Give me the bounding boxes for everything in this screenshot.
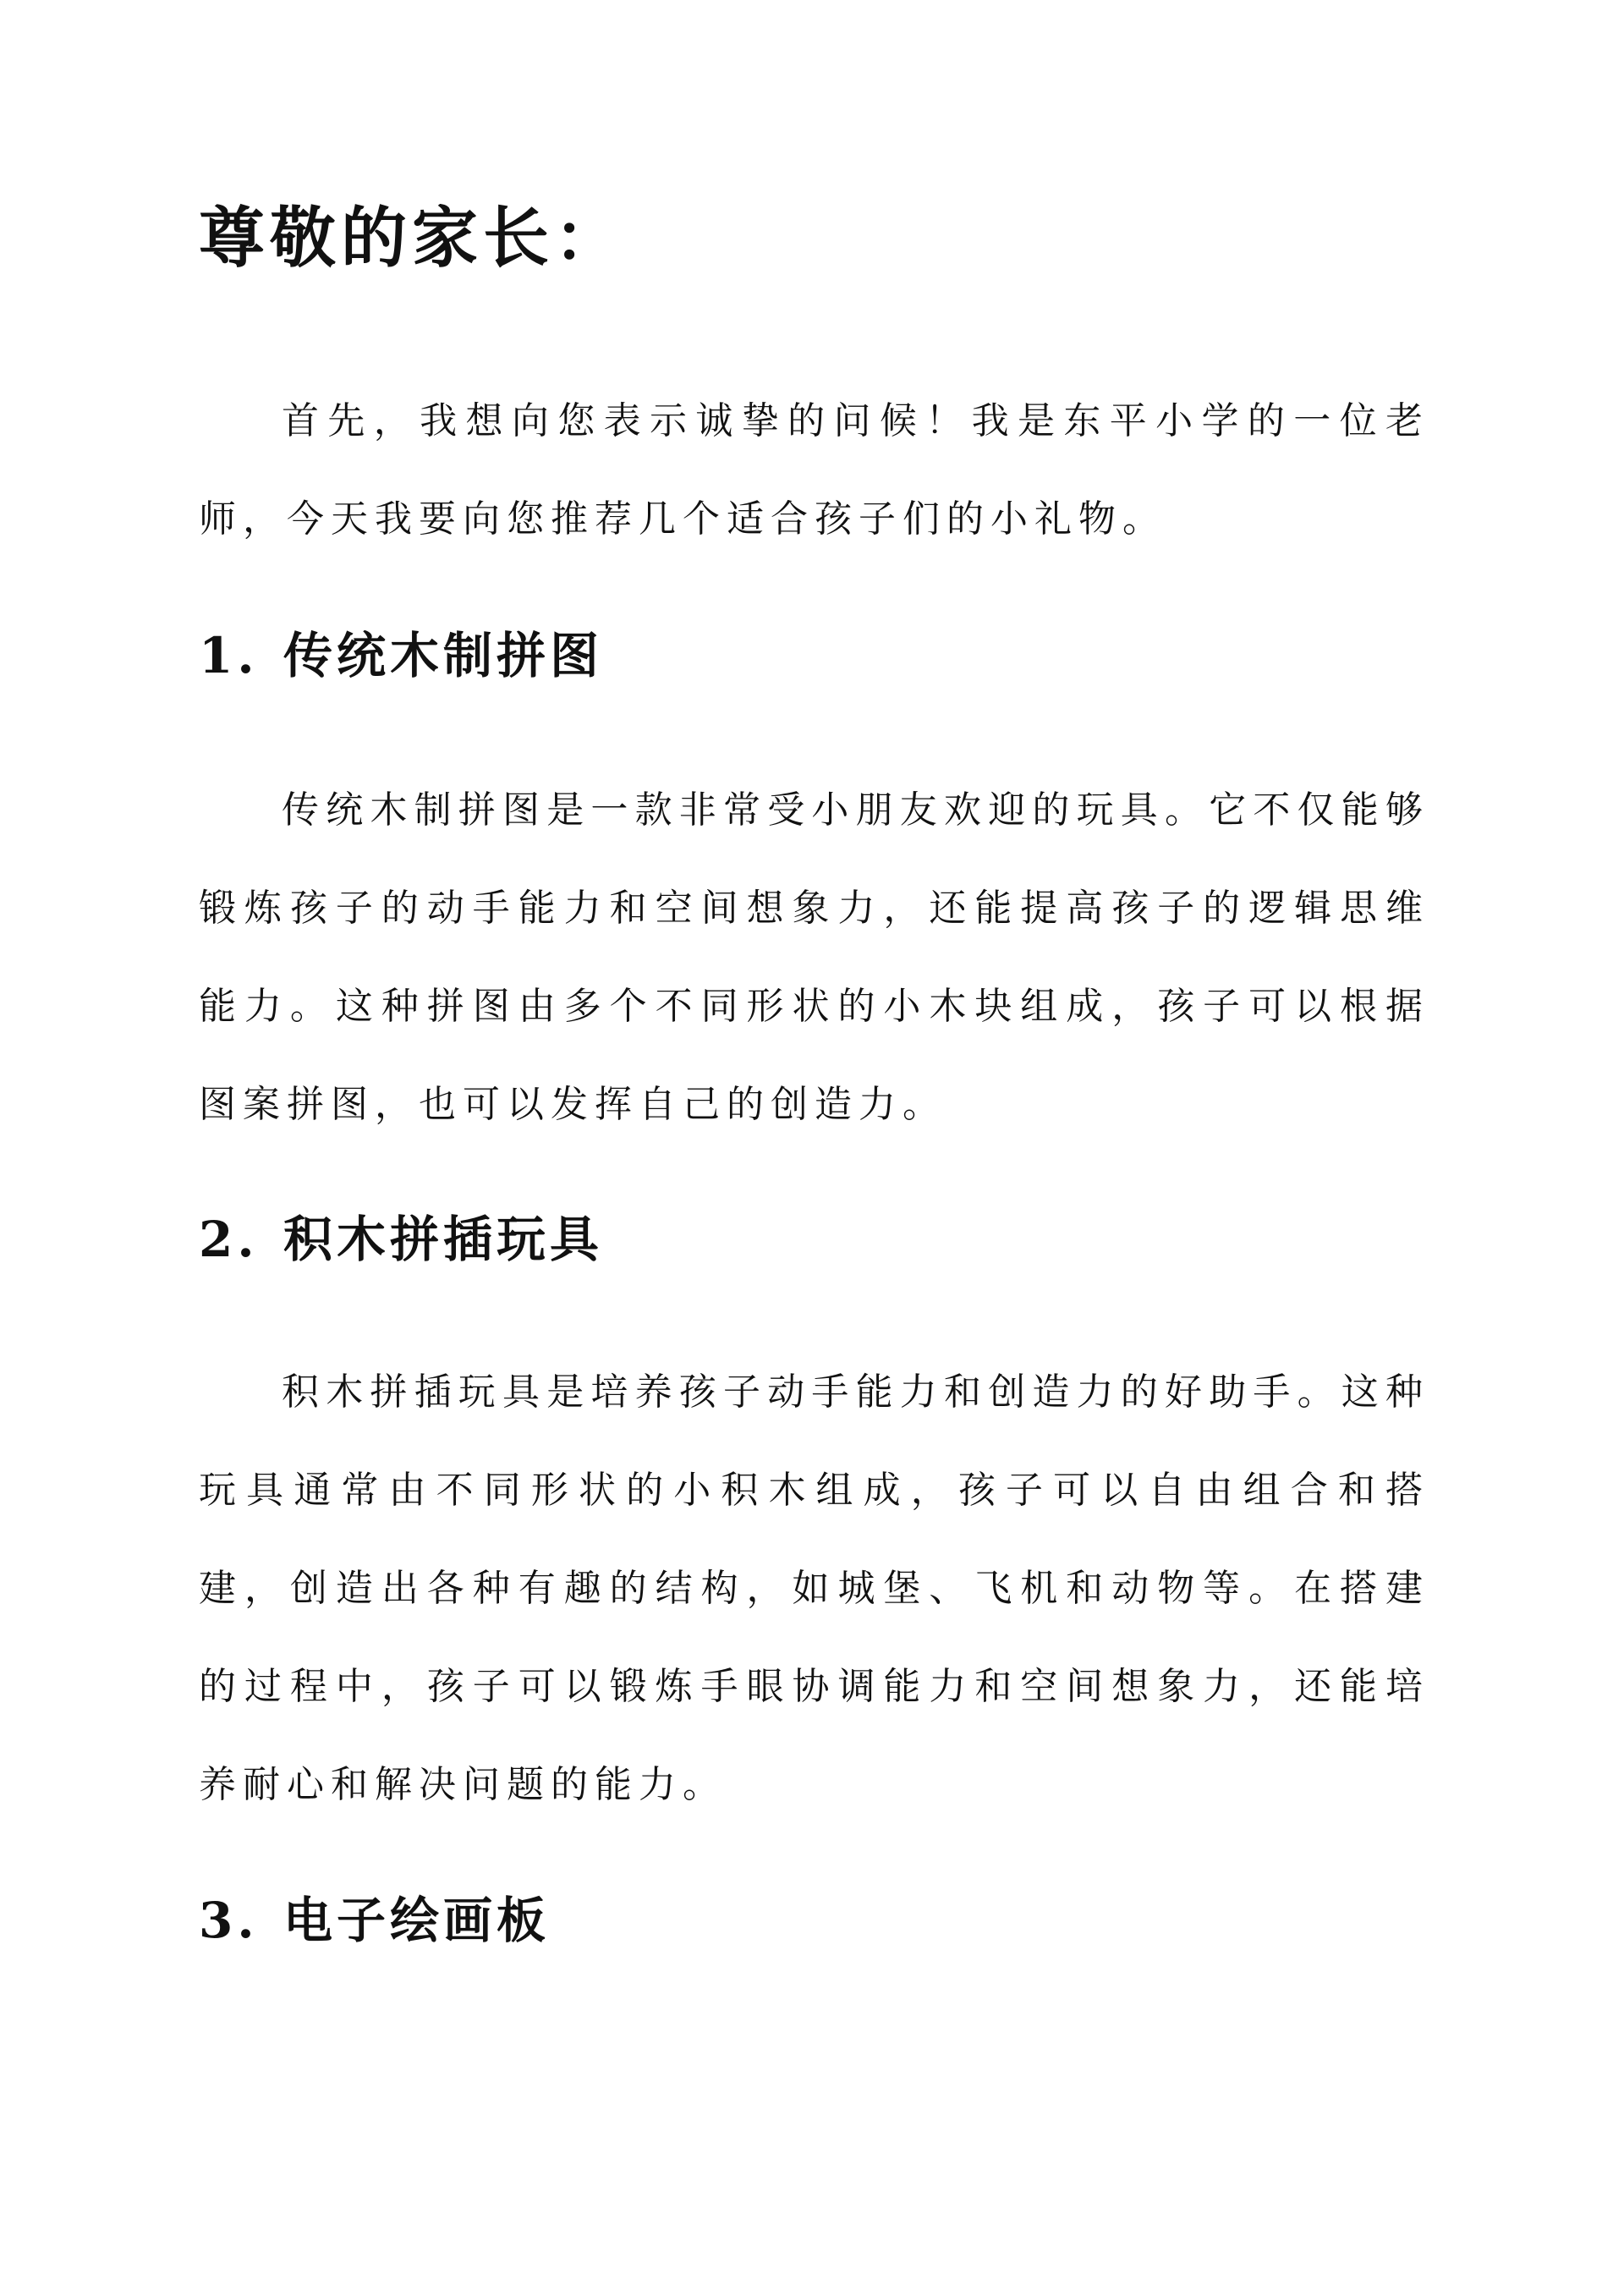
intro-paragraph: 首先，我想向您表示诚挚的问候！我是东平小学的一位老师，今天我要向您推荐几个适合孩子们的小礼物。 [199, 399, 1429, 541]
section-heading-1 [199, 622, 603, 689]
section-number: 2. [199, 1211, 259, 1268]
letter-greeting: 尊敬的家长： [199, 200, 626, 277]
section-title: 积木拼插玩具 [283, 1211, 604, 1268]
section-title: 传统木制拼图 [283, 627, 604, 684]
section-number: 3. [199, 1892, 259, 1949]
section-body-2: 积木拼插玩具是培养孩子动手能力和创造力的好助手。这种玩具通常由不同形状的小积木组成，孩子可以自由组合和搭建，创造出各种有趣的结构，如城堡、飞机和动物等。在搭建的过程中，孩子可以锻炼手眼协调能力和空间想象力，还能培养耐心和解决问题的能力。 [199, 1370, 1429, 1806]
section-body-1: 传统木制拼图是一款非常受小朋友欢迎的玩具。它不仅能够锻炼孩子的动手能力和空间想象力，还能提高孩子的逻辑思维能力。这种拼图由多个不同形状的小木块组成，孩子可以根据图案拼图，也可以发挥自己的创造力。 [199, 788, 1429, 1126]
section-heading-3 [199, 1887, 550, 1954]
section-number: 1. [199, 627, 259, 684]
section-heading-2 [199, 1206, 603, 1273]
section-title: 电子绘画板 [283, 1892, 551, 1949]
